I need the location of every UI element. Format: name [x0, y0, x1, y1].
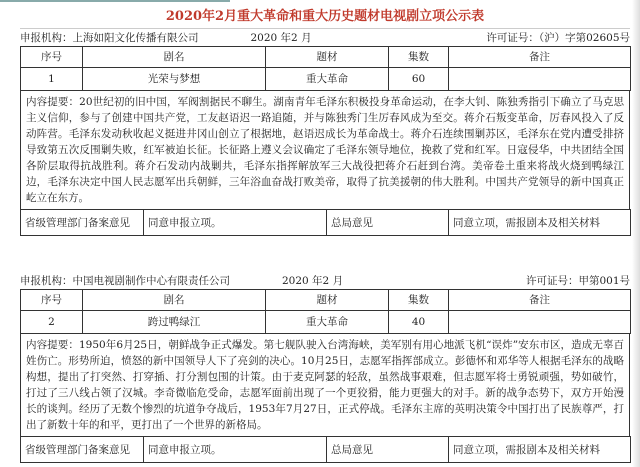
- row-genre: 重大革命: [266, 311, 389, 334]
- entry-meta-2: [20, 274, 630, 288]
- entry-table-2: [20, 289, 631, 334]
- row-no: 1: [21, 68, 83, 91]
- license-number: 许可证号：（沪）字第02605号: [486, 32, 630, 44]
- entry-table-1: [20, 46, 631, 91]
- header-no: 序号: [21, 290, 83, 311]
- opinion-table-2: [20, 436, 631, 463]
- provincial-opinion: 同意申报立项。: [144, 210, 327, 236]
- row-name: 跨过鸭绿江: [83, 311, 266, 334]
- content-summary: 内容提要：1950年6月25日，朝鲜战争正式爆发。第七舰队驶入台湾海峡，美军别有用心地派飞机“误炸”安东市区，造成无辜百姓伤亡。形势所迫，愤怒的新中国领导人下了亮剑的决心。10月25日，志愿军指挥部成立。彭德怀和邓华等人根据毛泽东的战略构想，提出了打突然、打穿插、打分割包围的计策。由于麦克阿瑟的轻敌，虽然战事艰难，但志愿军将士勇锐顽强，势如破竹，打过了三八线占领了汉城。李奇微临危受命，志愿军面前出现了一个更狡猾，能力更强大的对手。新的战争态势下，双方开始漫长的谈判。经历了无数个惨烈的坑道争夺战后，1953年7月27日，正式停战。毛泽东主席的英明决策令中国打出了民族尊严，打出了新数十年的和平，更打出了一个世界的新格局。: [21, 334, 630, 437]
- summary-table-1: [20, 90, 630, 210]
- table-row: [21, 68, 631, 91]
- document: [0, 2, 640, 467]
- row-name: 光荣与梦想: [83, 68, 266, 91]
- header-name: 剧名: [83, 290, 266, 311]
- header-episodes: 集数: [389, 47, 449, 68]
- header-episodes: 集数: [389, 290, 449, 311]
- page-title: 2020年2月重大革命和重大历史题材电视剧立项公示表: [165, 9, 485, 24]
- opinion-table-1: [20, 209, 631, 236]
- bureau-label: 总局意见: [327, 210, 449, 236]
- row-no: 2: [21, 311, 83, 334]
- table-row: [21, 311, 631, 334]
- applicant-org: 申报机构：上海如阳文化传播有限公司: [20, 32, 199, 44]
- header-remarks: 备注: [449, 290, 631, 311]
- header-genre: 题材: [266, 290, 389, 311]
- summary-table-2: [20, 333, 630, 437]
- bureau-opinion: 同意立项，需报剧本及相关材料: [449, 210, 631, 236]
- bureau-label: 总局意见: [327, 437, 449, 463]
- content-summary: 内容提要：20世纪初的旧中国，军阀割据民不聊生。湖南青年毛泽东积极投身革命运动，在李大钊、陈独秀指引下确立了马克思主义信仰，参与了创建中国共产党，工友赵语迟一路追随，并与陈独秀门生厉春风成为至交。蒋介石叛变革命，厉春风投入了反动阵营。毛泽东发动秋收起义挺进井冈山创立了根据地，赵语迟成长为革命战士。蒋介石连续围剿苏区，毛泽东在党内遭受排挤导致第五次反围剿失败，红军被迫长征。长征路上遵义会议确定了毛泽东领导地位，挽救了党和红军。日寇侵华，中共团结全国各阶层取得抗战胜利。蒋介石发动内战剿共，毛泽东指挥解放军三大战役把蒋介石赶到台湾。美帝卷土重来将战火烧到鸭绿江边，毛泽东决定中国人民志愿军出兵朝鲜，三年浴血奋战打败美帝，取得了抗美援朝的伟大胜利。中国共产党领导的新中国真正屹立在东方。: [21, 91, 630, 210]
- provincial-opinion: 同意申报立项。: [144, 437, 327, 463]
- header-no: 序号: [21, 47, 83, 68]
- bureau-opinion: 同意立项，需报剧本及相关材料: [449, 437, 631, 463]
- header-name: 剧名: [83, 47, 266, 68]
- header-row: [21, 47, 631, 68]
- section-gap: [20, 236, 630, 272]
- title-divider: [20, 28, 630, 29]
- provincial-label: 省级管理部门备案意见: [21, 437, 144, 463]
- header-row: [21, 290, 631, 311]
- apply-date: 2020 年2 月: [250, 32, 312, 44]
- header-remarks: 备注: [449, 47, 631, 68]
- provincial-label: 省级管理部门备案意见: [21, 210, 144, 236]
- row-episodes: 40: [389, 311, 449, 334]
- row-remarks: [449, 311, 631, 334]
- row-remarks: [449, 68, 631, 91]
- row-genre: 重大革命: [266, 68, 389, 91]
- header-genre: 题材: [266, 47, 389, 68]
- entry-meta-1: [20, 31, 630, 45]
- apply-date: 2020 年2 月: [282, 275, 344, 287]
- applicant-org: 申报机构：中国电视剧制作中心有限责任公司: [20, 275, 230, 287]
- license-number: 许可证号：甲第001号: [525, 275, 630, 287]
- row-episodes: 60: [389, 68, 449, 91]
